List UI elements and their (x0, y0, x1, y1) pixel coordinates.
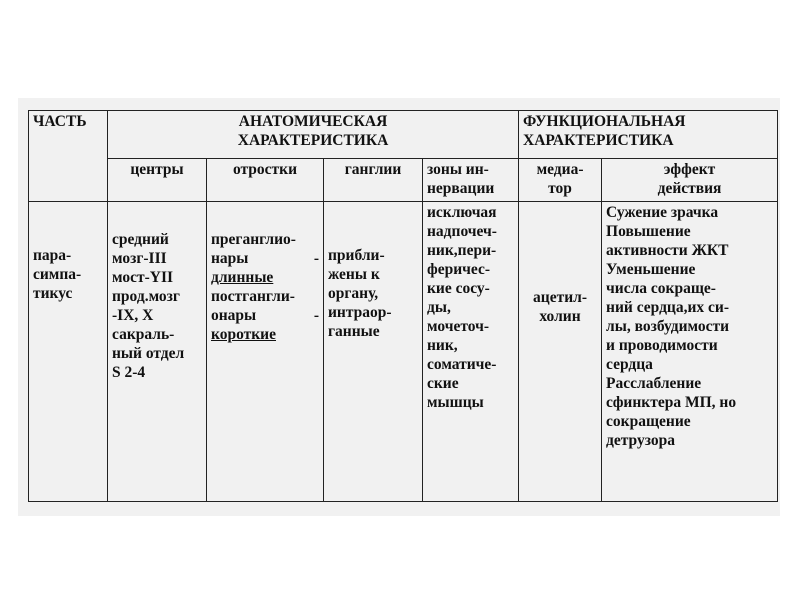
cell-zones: исключая надпочеч- ник,пери- феричес- кие сосу- ды, мочеточ- ник, соматиче- ские мышцы (423, 202, 519, 502)
processes-dash-2: - (313, 307, 319, 324)
subheader-effect: эффект действия (602, 159, 778, 202)
cell-processes (207, 202, 324, 502)
subheader-ganglia: ганглии (324, 159, 423, 202)
cell-part: пара- симпа- тикус (29, 202, 108, 502)
header-part: ЧАСТЬ (29, 111, 108, 202)
processes-long: длинные (211, 269, 274, 286)
subheader-mediator: медиа- тор (519, 159, 602, 202)
cell-ganglia: прибли- жены к органу, интраор- ганные (324, 202, 423, 502)
cell-mediator: ацетил- холин (519, 202, 602, 502)
processes-postganglionic: постгангли- онары (211, 288, 295, 324)
header-anatomical: АНАТОМИЧЕСКАЯ ХАРАКТЕРИСТИКА (108, 111, 519, 159)
processes-preganglionic: преганглио- нары (211, 231, 296, 267)
subheader-row (29, 159, 778, 202)
subheader-processes: отростки (207, 159, 324, 202)
cell-effect: Сужение зрачка Повышение активности ЖКТ Уменьшение числа сокраще- ний сердца,их си- лы, возбудимости и проводимости сердца Расслабление сфинктера МП, но сокращение детрузора (602, 202, 778, 502)
cell-centers: средний мозг-III мост-YII прод.мозг -IX, X сакраль- ный отдел S 2-4 (108, 202, 207, 502)
header-row (29, 111, 778, 159)
subheader-zones: зоны ин- нервации (423, 159, 519, 202)
header-functional: ФУНКЦИОНАЛЬНАЯ ХАРАКТЕРИСТИКА (519, 111, 778, 159)
subheader-centers: центры (108, 159, 207, 202)
autonomic-nervous-system-table (28, 110, 778, 502)
parasympathetic-row (29, 202, 778, 502)
processes-dash-1: - (313, 250, 319, 267)
processes-short: короткие (211, 326, 276, 343)
